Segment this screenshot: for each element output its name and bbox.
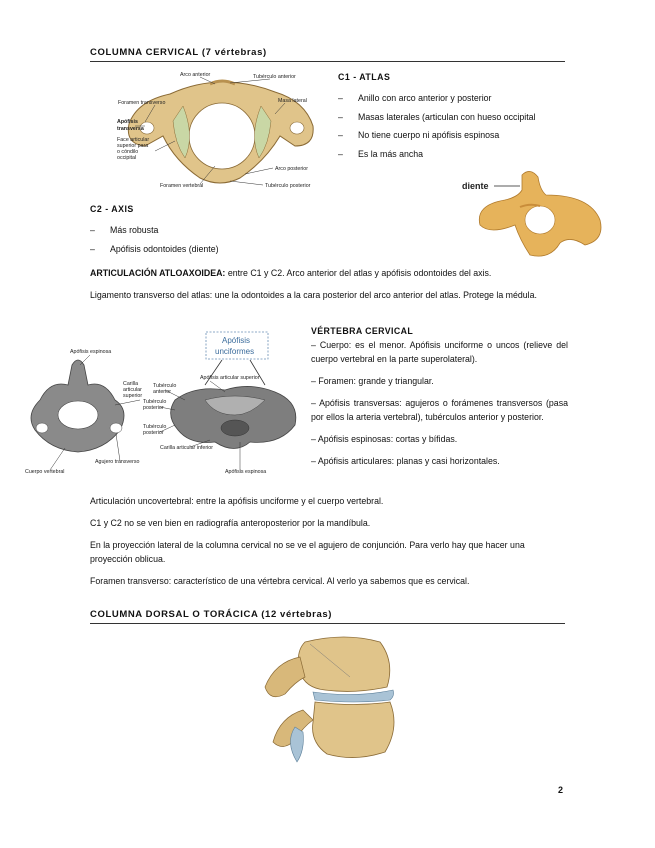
atlas-label-tuberculo-posterior: Tubérculo posterior [265,183,311,189]
paragraph-ligamento: Ligamento transverso del atlas: une la odontoides a la cara posterior del arco anterior del atlas. Protege la médula. [90,290,537,300]
atlas-label-arco-anterior: Arco anterior [180,72,211,78]
atlas-label-transversa: transversa [117,126,144,132]
c2-item: – Más robusta [90,221,340,240]
paragraph-foramen-transverso: Foramen transverso: característico de una vértebra cervical. Al verlo ya sabemos que es cervical. [90,576,470,586]
cv-label-posterior-2: posterior [143,430,164,436]
vertebra-cervical-p3: – Apófisis transversas: agujeros o forámenes transversos (pasa por ellos la arteria vertebral), tubérculos anterior y posterior. [311,398,568,422]
atlas-label-arco-posterior: Arco posterior [275,166,308,172]
c1-item: – No tiene cuerpo ni apófisis espinosa [338,126,568,145]
paragraph-uncovertebral: Articulación uncovertebral: entre la apófisis unciforme y el cuerpo vertebral. [90,496,384,506]
c1-item: – Anillo con arco anterior y posterior [338,89,568,108]
atlas-label-superior-para: superior para [117,143,149,149]
atlas-label-face-articular: Face articular [117,137,150,143]
vertebra-cervical-p5: – Apófisis articulares: planas y casi horizontales. [311,456,500,466]
cv-label-apofisis-articular-superior: Apófisis articular superior [200,375,260,381]
cv-label-articular: articular [123,387,142,393]
c2-title: C2 - AXIS [90,204,134,214]
c1-item: – Es la más ancha [338,145,568,164]
paragraph-radiografia: C1 y C2 no se ven bien en radiografía anteroposterior por la mandíbula. [90,518,371,528]
atloaxoidea-bold: ARTICULACIÓN ATLOAXOIDEA: [90,268,226,278]
page-number: 2 [558,785,564,795]
c2-axis-block [90,202,340,258]
cv-label-carilla-articular-inferior: Carilla articular inferior [160,445,213,451]
section-heading-dorsal: COLUMNA DORSAL O TORÁCICA (12 vértebras) [90,609,565,624]
paragraph-proyeccion: En la proyección lateral de la columna cervical no se ve el agujero de conjunción. Para verlo hay que hacer una proyección oblicua. [90,540,525,564]
cv-label-superior: superior [123,393,143,399]
atlas-label-condilo: o cóndilo [117,149,139,155]
atlas-label-tuberculo-anterior: Tubérculo anterior [253,74,296,80]
vertebra-cervical-block [311,324,568,468]
cv-label-carilla: Carilla [123,381,139,387]
vertebra-cervical-p1: – Cuerpo: es el menor. Apófisis unciforme o uncos (relieve del cuerpo vertebral en la parte superolateral). [311,340,568,364]
cv-label-posterior-1: posterior [143,405,164,411]
atlas-label-occipital: occipital [117,155,137,161]
c1-atlas-block [338,70,568,163]
cv-label-tuberculo-3: Tubérculo [143,424,167,430]
c1-title: C1 - ATLAS [338,72,391,82]
cv-label-anterior: anterior [153,389,171,395]
cv-label-apofisis-espinosa-left: Apófisis espinosa [70,349,112,355]
section-heading-cervical: COLUMNA CERVICAL (7 vértebras) [90,47,565,62]
vertebra-cervical-p4: – Apófisis espinosas: cortas y bífidas. [311,434,458,444]
atlas-label-apofisis: Apófisis [117,119,138,125]
axis-figure [460,165,620,265]
label-apofisis-box: Apófisis [222,336,251,345]
atlas-label-foramen-transverso: Foramen transverso [118,100,166,106]
cervical-vertebra-figure [10,330,305,480]
atlas-label-masa-lateral: Masa lateral [278,98,307,104]
cv-label-agujero-transverso: Agujero transverso [95,459,140,465]
atloaxoidea-text: entre C1 y C2. Arco anterior del atlas y apófisis odontoides del axis. [225,268,492,278]
cv-label-tuberculo-1: Tubérculo [153,383,177,389]
cv-label-cuerpo-vertebral: Cuerpo vertebral [25,469,65,475]
label-unciformes-box: unciformes [215,347,255,356]
axis-label-diente: diente [462,181,489,191]
vertebra-cervical-p2: – Foramen: grande y triangular. [311,376,434,386]
atlas-label-foramen-vertebral: Foramen vertebral [160,183,204,189]
vertebra-cervical-title: VÉRTEBRA CERVICAL [311,326,414,336]
cv-label-apofisis-espinosa-right: Apófisis espinosa [225,469,267,475]
thoracic-vertebrae-figure [255,632,415,772]
atlas-figure [115,66,330,196]
c2-item: – Apófisis odontoides (diente) [90,240,340,259]
paragraph-atloaxoidea [90,266,568,280]
c1-item: – Masas laterales (articulan con hueso occipital [338,108,568,127]
cv-label-tuberculo-2: Tubérculo [143,399,167,405]
